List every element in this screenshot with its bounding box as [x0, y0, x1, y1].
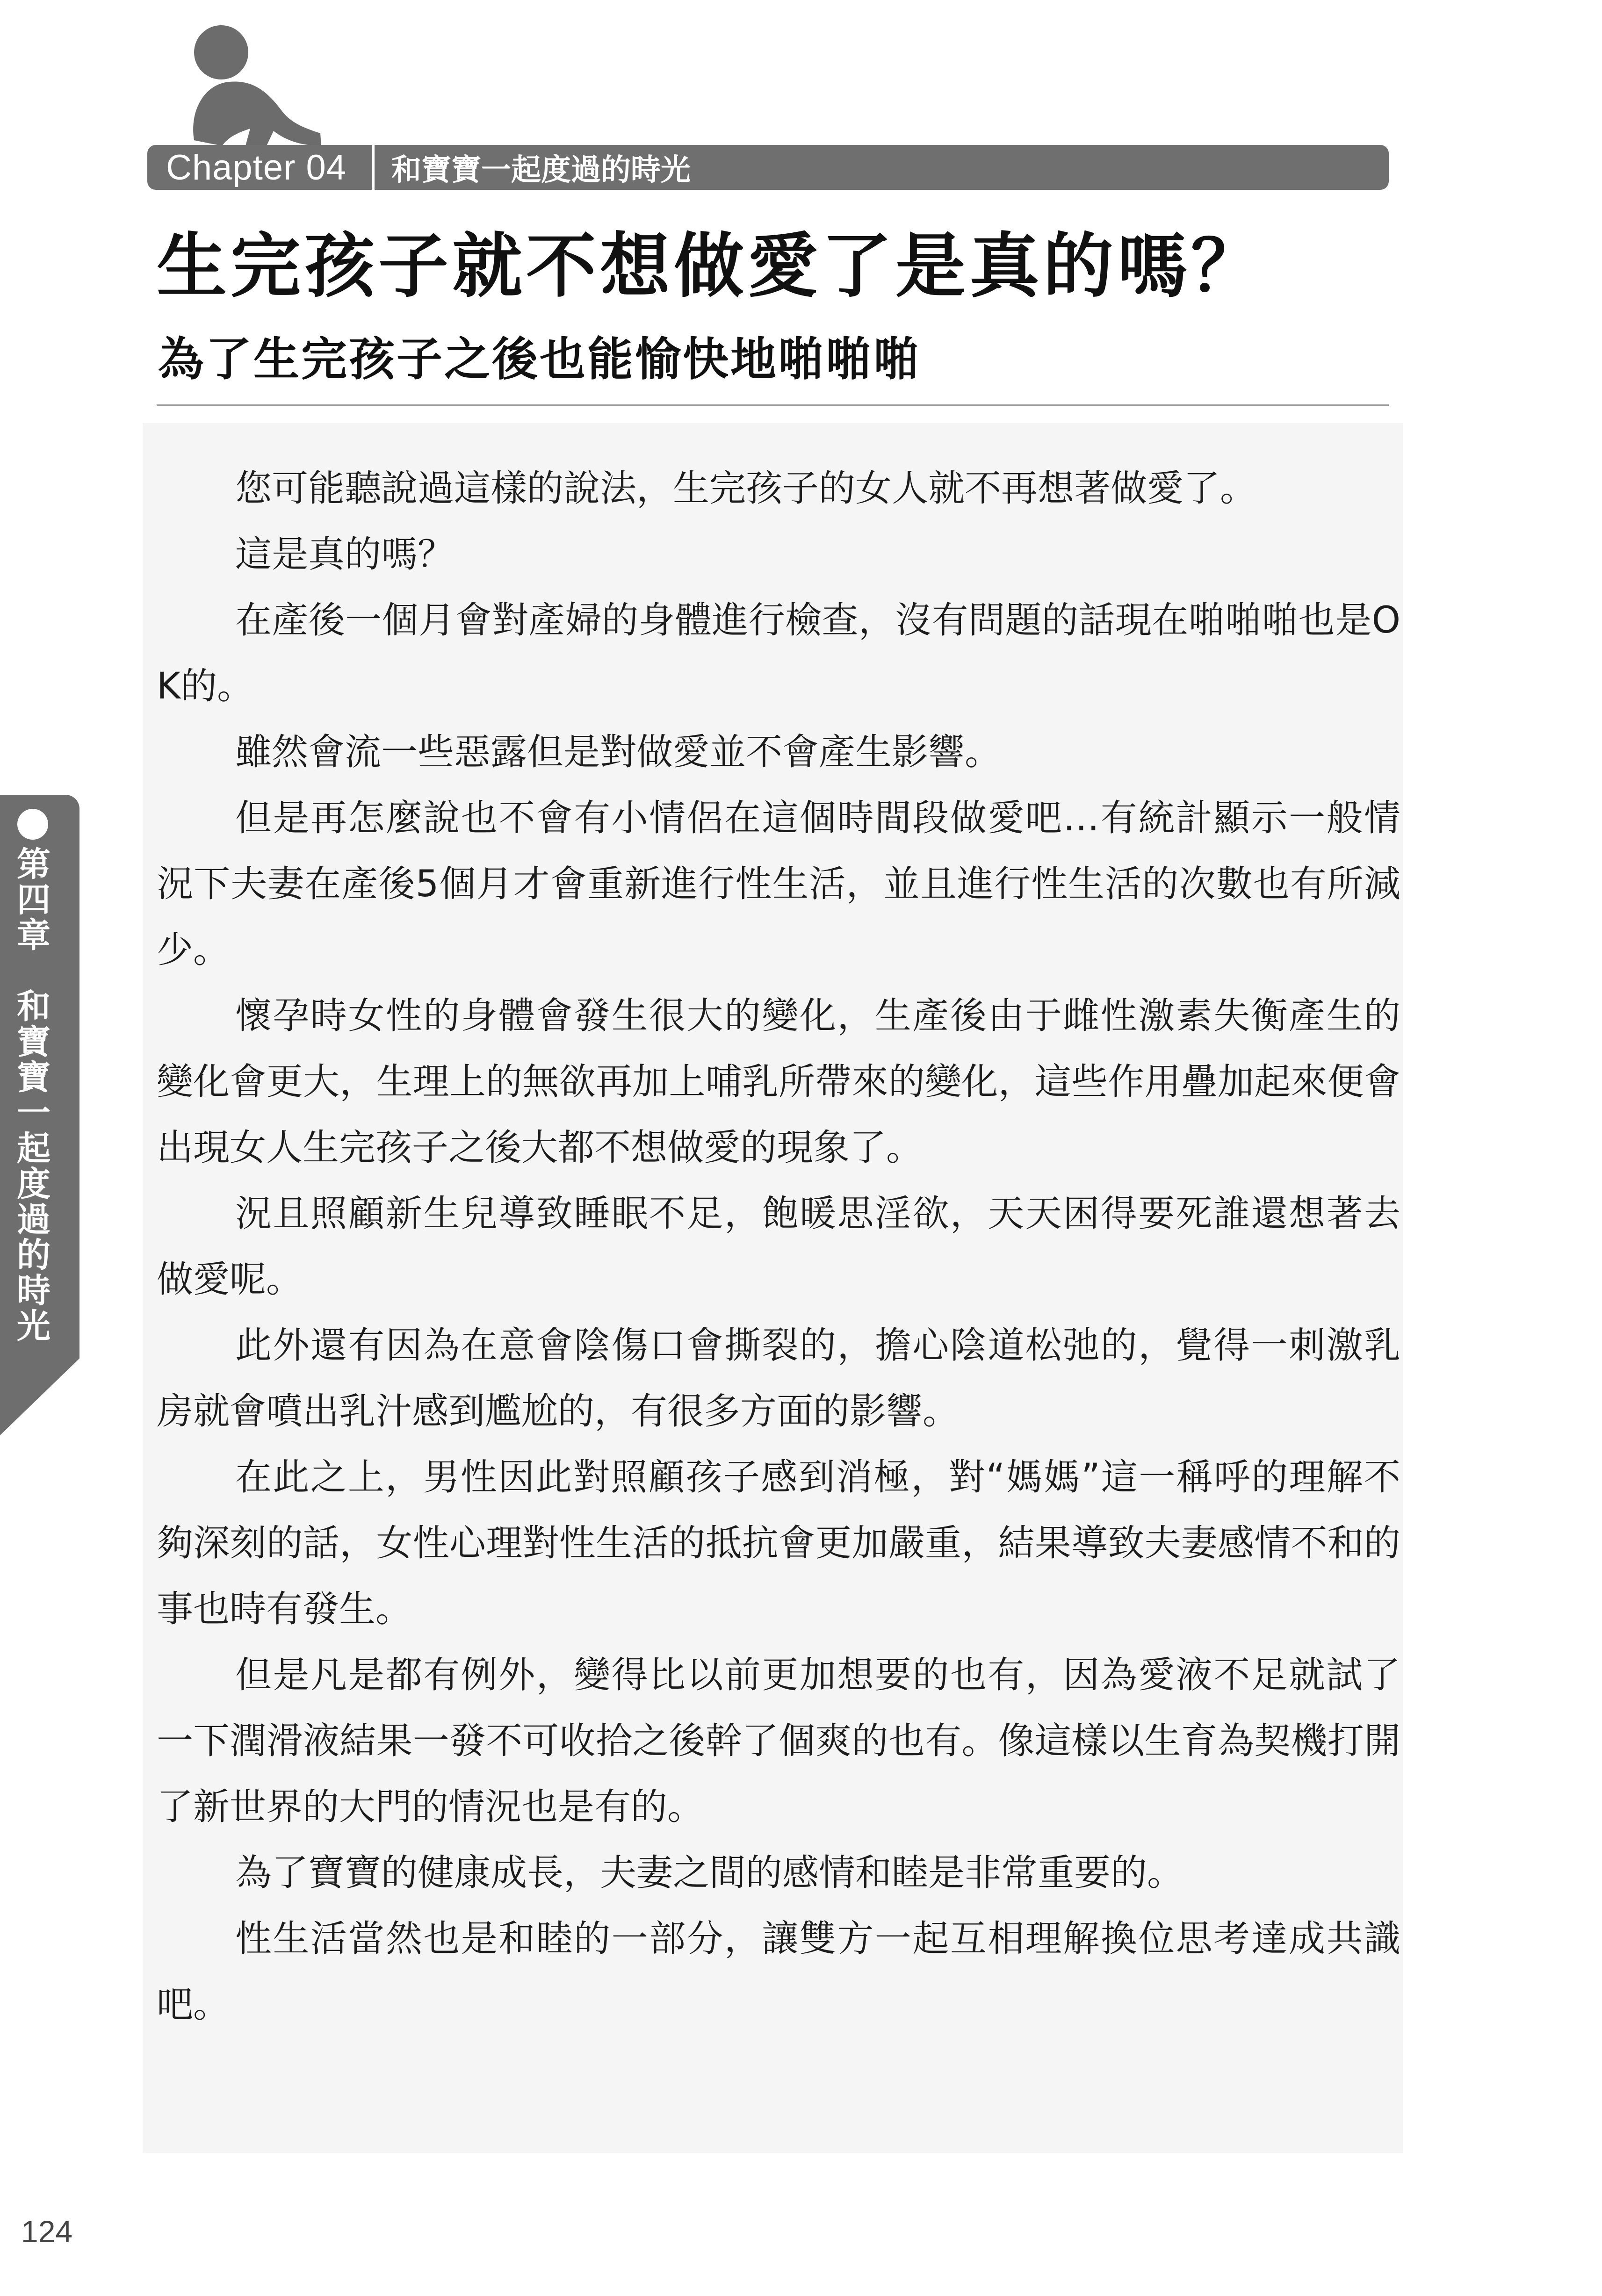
paragraph: 但是再怎麼說也不會有小情侶在這個時間段做愛吧…有統計顯示一般情況下夫妻在產後5個月才會重新進行性生活，並且進行性生活的次數也有所減少。 [157, 797, 1400, 971]
page-number: 124 [21, 2214, 73, 2249]
bullet-dot-icon [17, 809, 48, 840]
chapter-label: Chapter 04 [166, 147, 347, 187]
paragraph: 在產後一個月會對產婦的身體進行檢查，沒有問題的話現在啪啪啪也是OK的。 [157, 599, 1400, 707]
page-title: 生完孩子就不想做愛了是真的嗎？ [157, 226, 1265, 307]
page-subtitle: 為了生完孩子之後也能愉快地啪啪啪 [158, 333, 922, 386]
paragraph: 為了寶寶的健康成長，夫妻之間的感情和睦是非常重要的。 [235, 1852, 1184, 1894]
baby-silhouette-icon [185, 23, 325, 150]
paragraph: 懷孕時女性的身體會發生很大的變化，生產後由于雌性激素失衡產生的變化會更大，生理上的無欲再加上哺乳所帶來的變化，這些作用疊加起來便會出現女人生完孩子之後大都不想做愛的現象了。 [157, 995, 1400, 1169]
paragraph: 這是真的嗎？ [235, 533, 455, 576]
paragraph: 雖然會流一些惡露但是對做愛並不會產生影響。 [235, 731, 1002, 773]
article-body [157, 456, 1400, 2038]
chapter-title: 和寶寶一起度過的時光 [391, 153, 691, 187]
paragraph: 但是凡是都有例外，變得比以前更加想要的也有，因為愛液不足就試了一下潤滑液結果一發不可收拾之後幹了個爽的也有。像這樣以生育為契機打開了新世界的大門的情況也是有的。 [157, 1654, 1400, 1828]
paragraph: 性生活當然也是和睦的一部分，讓雙方一起互相理解換位思考達成共識吧。 [157, 1918, 1400, 2026]
paragraph: 況且照顧新生兒導致睡眠不足，飽暖思淫欲，天天困得要死誰還想著去做愛呢。 [157, 1193, 1400, 1301]
side-tab-label: 第四章 和寶寶一起度過的時光 [11, 846, 51, 1344]
title-divider [157, 404, 1389, 406]
chapter-header-bar [147, 145, 1389, 190]
paragraph: 您可能聽說過這樣的說法，生完孩子的女人就不再想著做愛了。 [235, 468, 1257, 510]
paragraph: 此外還有因為在意會陰傷口會撕裂的，擔心陰道松弛的，覺得一刺激乳房就會噴出乳汁感到尷尬的，有很多方面的影響。 [157, 1324, 1400, 1432]
paragraph: 在此之上，男性因此對照顧孩子感到消極，對“媽媽”這一稱呼的理解不夠深刻的話，女性心理對性生活的抵抗會更加嚴重，結果導致夫妻感情不和的事也時有發生。 [157, 1456, 1400, 1630]
